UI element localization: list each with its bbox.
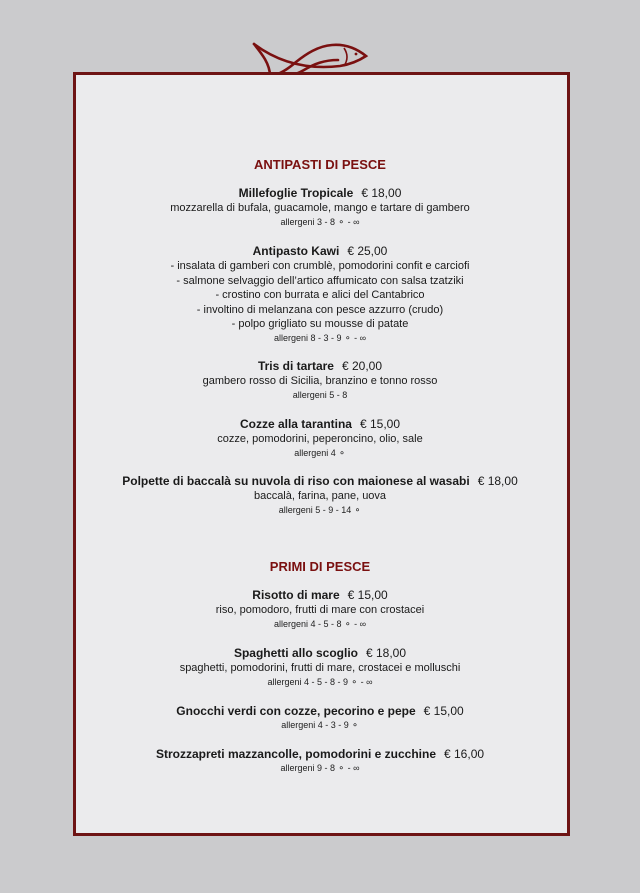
dish-name: Polpette di baccalà su nuvola di riso con maionese al wasabi (122, 474, 470, 488)
dish-name: Tris di tartare (257, 359, 334, 373)
dish-spaghetti-scoglio (0, 646, 640, 689)
dish-millefoglie (0, 186, 640, 229)
dish-desc: riso, pomodoro, frutti di mare con crostacei (215, 604, 425, 616)
dish-price: € 16,00 (444, 747, 485, 761)
dish-price: € 25,00 (347, 244, 388, 258)
dish-allergens: allergeni 5 - 8 (292, 389, 348, 400)
dish-allergens: allergeni 9 - 8 ⚬ - ∞ (280, 763, 360, 773)
dish-price: € 15,00 (347, 588, 388, 602)
dish-price: € 18,00 (477, 474, 518, 488)
dish-allergens: allergeni 4 - 5 - 8 ⚬ - ∞ (274, 618, 366, 629)
dish-name: Antipasto Kawi (252, 244, 340, 258)
dish-price: € 15,00 (423, 704, 464, 718)
dish-price: € 20,00 (341, 359, 383, 373)
dish-desc: baccalà, farina, pane, uova (253, 490, 387, 502)
dish-tris-tartare (0, 359, 640, 402)
dish-name: Spaghetti allo scoglio (233, 646, 358, 660)
dish-allergens: allergeni 8 - 3 - 9 ⚬ - ∞ (274, 332, 366, 343)
dish-desc: gambero rosso di Sicilia, branzino e tonno rosso (202, 375, 438, 387)
section-primi (0, 559, 640, 574)
dish-name: Cozze alla tarantina (239, 417, 352, 431)
dish-allergens: allergeni 3 - 8 ⚬ - ∞ (280, 216, 360, 227)
dish-desc: spaghetti, pomodorini, frutti di mare, crostacei e molluschi (179, 662, 461, 674)
dish-desc: cozze, pomodorini, peperoncino, olio, sale (217, 433, 423, 445)
dish-cozze-tarantina (0, 417, 640, 460)
dish-name: Risotto di mare (252, 588, 340, 602)
dish-allergens: allergeni 5 - 9 - 14 ⚬ (278, 504, 362, 515)
dish-name: Millefoglie Tropicale (238, 186, 354, 200)
dish-price: € 15,00 (359, 417, 401, 431)
dish-gnocchi-verdi (0, 704, 640, 732)
dish-desc: - involtino di melanzana con pesce azzurro (crudo) (196, 303, 444, 316)
dish-price: € 18,00 (361, 186, 402, 200)
section-antipasti (0, 157, 640, 172)
dish-desc: mozzarella di bufala, guacamole, mango e tartare di gambero (170, 202, 470, 214)
dish-strozzapreti (0, 747, 640, 775)
dish-desc: - polpo grigliato su mousse di patate (231, 318, 409, 330)
dish-name: Strozzapreti mazzancolle, pomodorini e zucchine (155, 747, 436, 761)
dish-risotto-mare (0, 588, 640, 631)
dish-polpette-baccala (0, 474, 640, 517)
dish-allergens: allergeni 4 ⚬ (294, 447, 346, 458)
section-title: ANTIPASTI DI PESCE (254, 157, 386, 172)
section-title: PRIMI DI PESCE (269, 559, 371, 574)
dish-price: € 18,00 (365, 646, 407, 660)
dish-antipasto-kawi (0, 244, 640, 345)
dish-desc: - crostino con burrata e alici del Cantabrico (215, 289, 425, 301)
dish-desc: - salmone selvaggio dell’artico affumicato con salsa tzatziki (176, 274, 464, 287)
dish-allergens: allergeni 4 - 3 - 9 ⚬ (281, 720, 359, 730)
dish-desc: - insalata di gamberi con crumblè, pomodorini confit e carciofi (170, 260, 470, 272)
dish-name: Gnocchi verdi con cozze, pecorino e pepe (176, 704, 416, 718)
dish-allergens: allergeni 4 - 5 - 8 - 9 ⚬ - ∞ (267, 676, 373, 687)
